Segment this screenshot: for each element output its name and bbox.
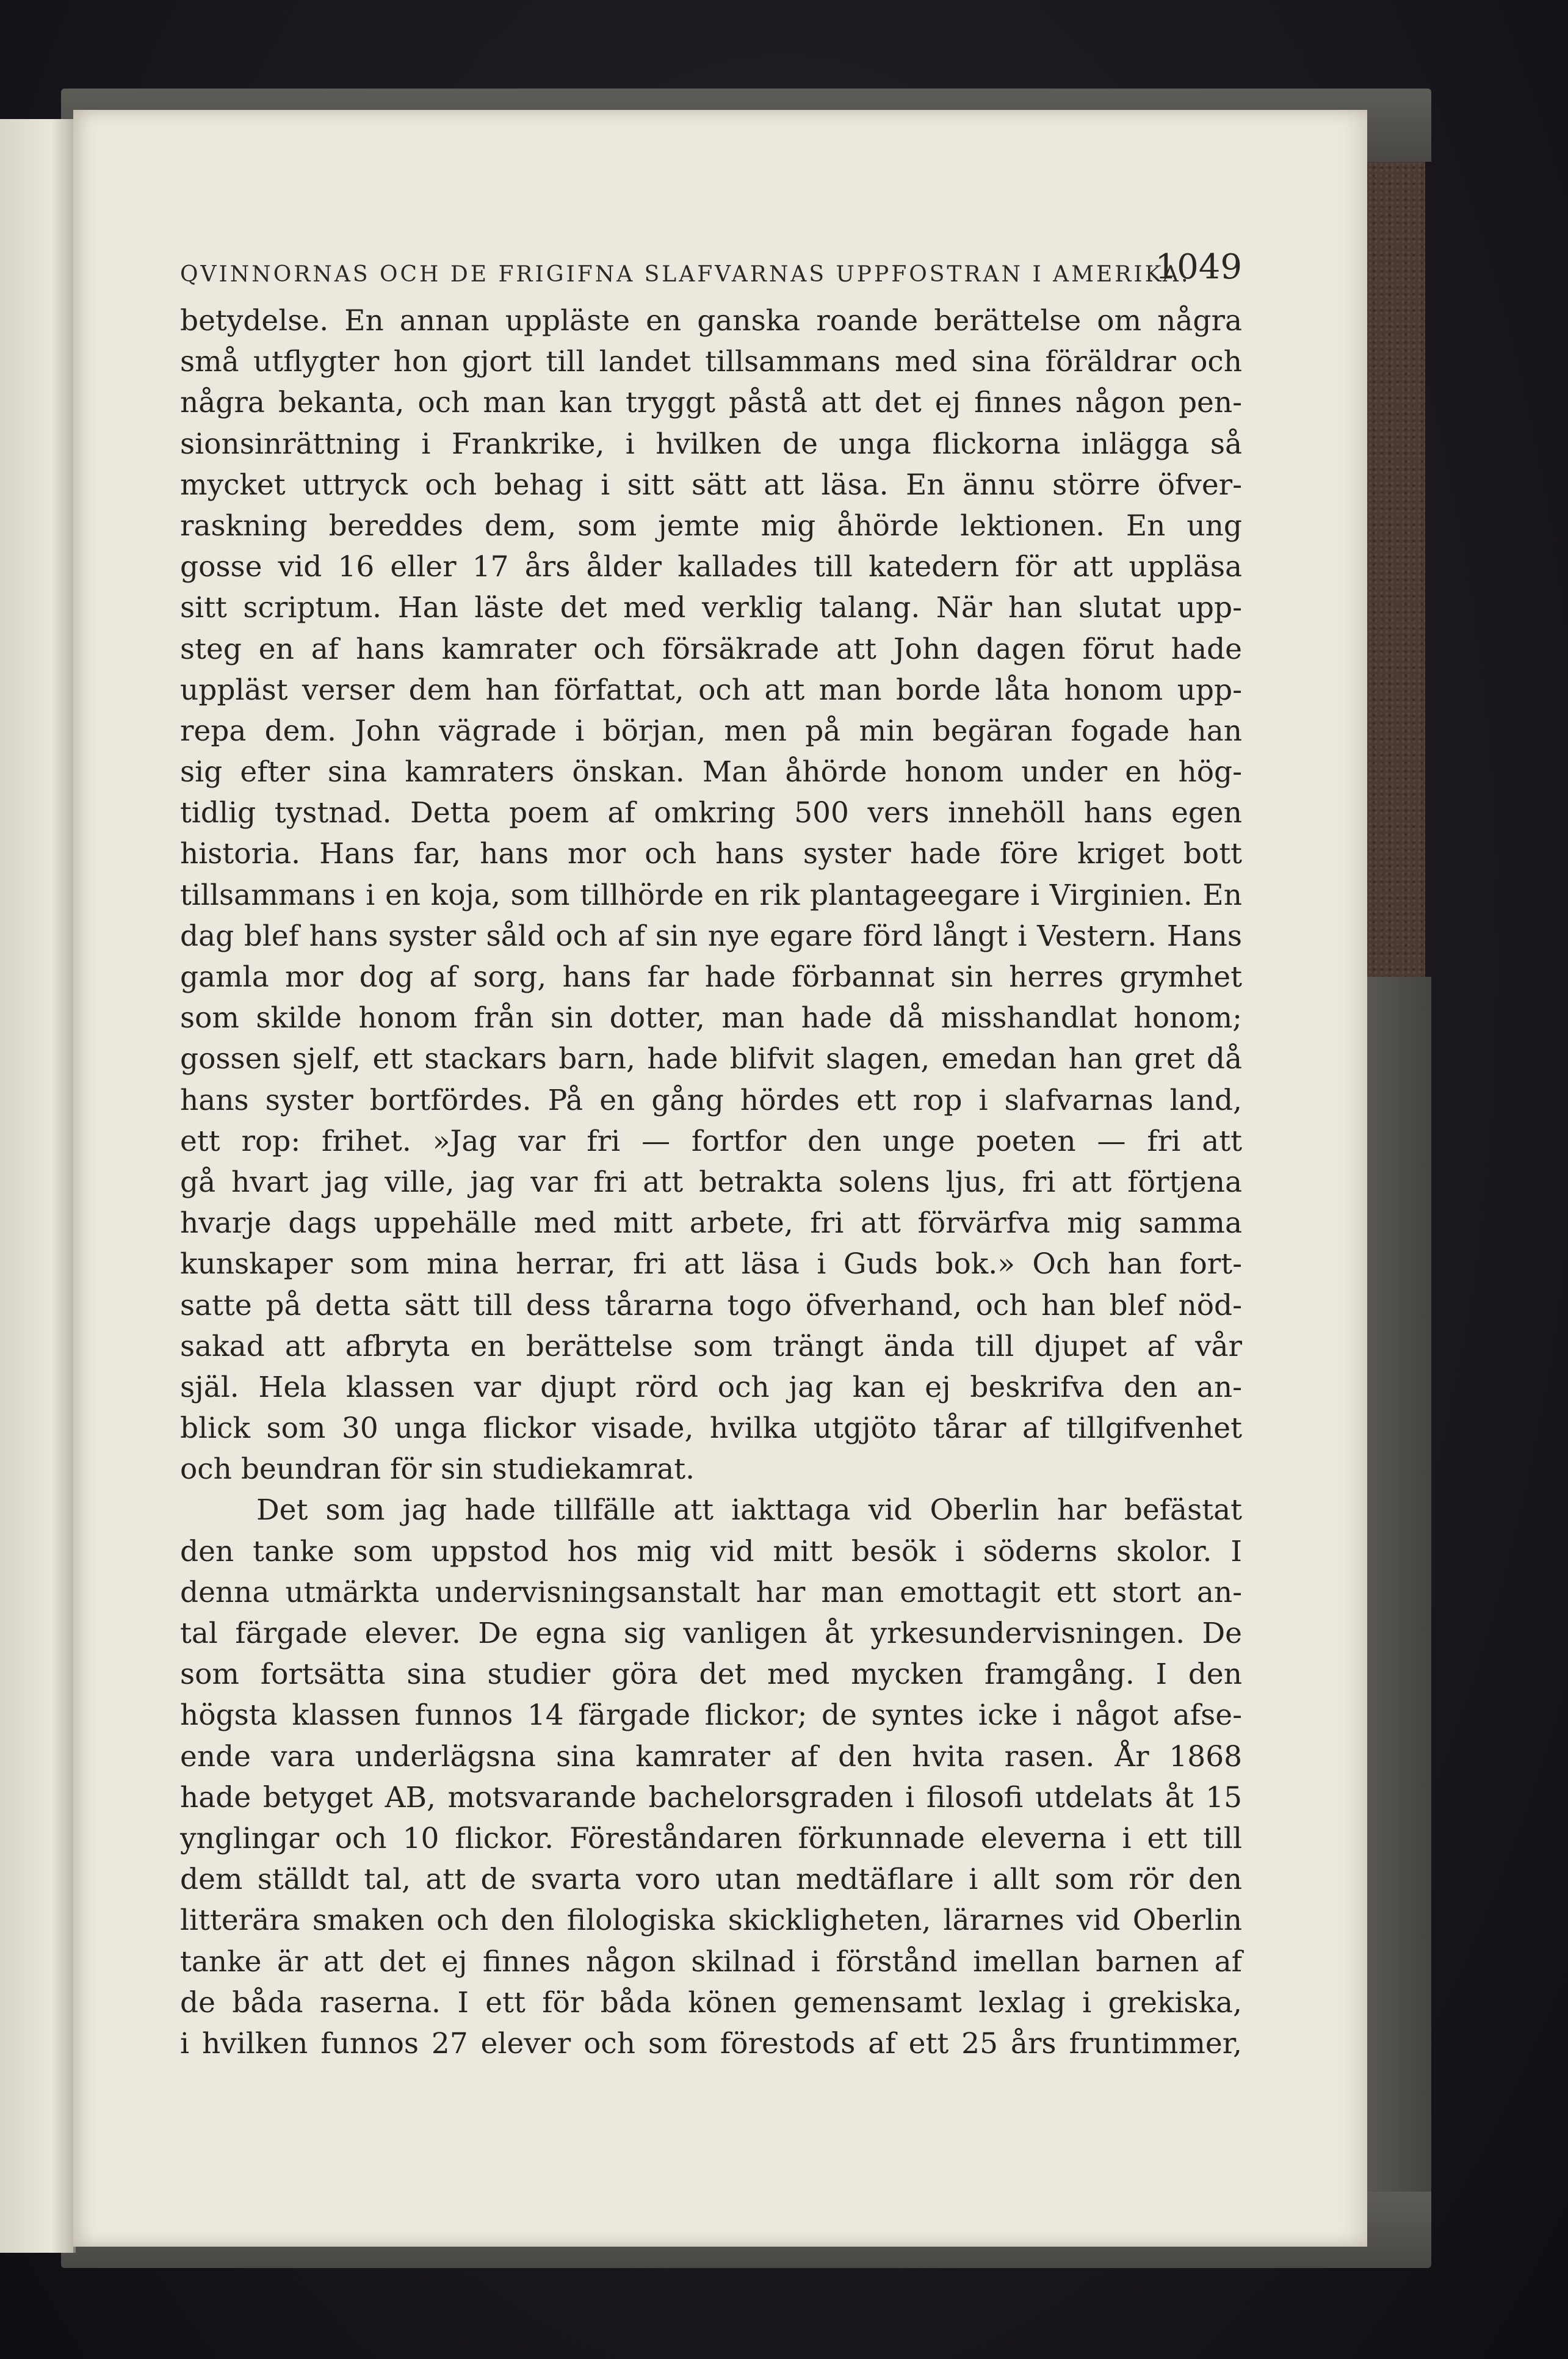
text-line: dag blef hans syster såld och af sin nye egare förd långt i Vestern. Hans	[180, 919, 1242, 953]
text-line: sitt scriptum. Han läste det med verklig talang. När han slutat upp-	[180, 591, 1242, 625]
text-line: som fortsätta sina studier göra det med mycken framgång. I den	[180, 1658, 1242, 1692]
text-line: tal färgade elever. De egna sig vanligen åt yrkesundervisningen. De	[180, 1617, 1242, 1650]
text-line: blick som 30 unga flickor visade, hvilka utgjöto tårar af tillgifvenhet	[180, 1411, 1242, 1446]
text-line: den tanke som uppstod hos mig vid mitt besök i söderns skolor. I	[180, 1534, 1242, 1568]
text-line: tanke är att det ej finnes någon skilnad i förstånd imellan barnen af	[180, 1944, 1242, 1979]
text-line: sakad att afbryta en berättelse som trängt ända till djupet af vår	[180, 1329, 1242, 1363]
text-line: kunskaper som mina herrar, fri att läsa i Guds bok.» Och han fort-	[180, 1247, 1242, 1281]
text-line: hade betyget AB, motsvarande bachelorsgraden i filosofi utdelats åt 15	[180, 1780, 1242, 1814]
text-line: dem ställdt tal, att de svarta voro utan medtäflare i allt som rör den	[180, 1863, 1242, 1897]
text-line: hvarje dags uppehälle med mitt arbete, fri att förvärfva mig samma	[180, 1206, 1242, 1241]
text-line: steg en af hans kamrater och försäkrade att John dagen förut hade	[180, 632, 1242, 666]
text-line: sionsinrättning i Frankrike, i hvilken de unga flickorna inlägga så	[180, 427, 1242, 461]
text-line: gosse vid 16 eller 17 års ålder kallades till katedern för att uppläsa	[180, 550, 1242, 584]
text-line: tidlig tystnad. Detta poem af omkring 500 vers innehöll hans egen	[180, 796, 1242, 830]
body-text	[180, 300, 1242, 2064]
running-head	[180, 247, 1242, 296]
text-line: satte på detta sätt till dess tårarna togo öfverhand, och han blef nöd-	[180, 1288, 1242, 1322]
text-line: denna utmärkta undervisningsanstalt har man emottagit ett stort an-	[180, 1575, 1242, 1609]
text-line: gossen sjelf, ett stackars barn, hade blifvit slagen, emedan han gret då	[180, 1042, 1242, 1076]
text-line: sig efter sina kamraters önskan. Man åhörde honom under en hög-	[180, 755, 1242, 789]
text-line: själ. Hela klassen var djupt rörd och jag kan ej beskrifva den an-	[180, 1370, 1242, 1404]
page-number: 1049	[1155, 247, 1242, 287]
text-line: några bekanta, och man kan tryggt påstå att det ej finnes någon pen-	[180, 386, 1242, 420]
text-line: gamla mor dog af sorg, hans far hade förbannat sin herres grymhet	[180, 960, 1242, 994]
text-line: högsta klassen funnos 14 färgade flickor; de syntes icke i något afse-	[180, 1698, 1242, 1733]
text-line: mycket uttryck och behag i sitt sätt att läsa. En ännu större öfver-	[180, 468, 1242, 502]
text-line: repa dem. John vägrade i början, men på min begäran fogade han	[180, 714, 1242, 748]
text-line: ett rop: frihet. »Jag var fri — fortfor den unge poeten — fri att	[180, 1124, 1242, 1158]
cover-corner	[1361, 977, 1431, 2198]
text-line: hans syster bortfördes. På en gång hördes ett rop i slafvarnas land,	[180, 1083, 1242, 1117]
text-line: gå hvart jag ville, jag var fri att betrakta solens ljus, fri att förtjena	[180, 1165, 1242, 1199]
text-line: uppläst verser dem han författat, och att man borde låta honom upp-	[180, 673, 1242, 707]
running-title: QVINNORNAS OCH DE FRIGIFNA SLAFVARNAS UPPFOSTRAN I AMERIKA.	[180, 262, 1191, 287]
paragraph-end-line: och beundran för sin studiekamrat.	[180, 1452, 695, 1487]
text-line: tillsammans i en koja, som tillhörde en rik plantageegare i Virginien. En	[180, 878, 1242, 912]
text-line: som skilde honom från sin dotter, man hade då misshandlat honom;	[180, 1001, 1242, 1035]
text-line: betydelse. En annan uppläste en ganska roande berättelse om några	[180, 304, 1242, 338]
facing-page-edge	[0, 119, 76, 2253]
text-line: i hvilken funnos 27 elever och som förestods af ett 25 års fruntimmer,	[180, 2026, 1242, 2060]
text-line: ende vara underlägsna sina kamrater af den hvita rasen. År 1868	[180, 1739, 1242, 1774]
text-line: raskning bereddes dem, som jemte mig åhörde lektionen. En ung	[180, 509, 1242, 543]
text-line: de båda raserna. I ett för båda könen gemensamt lexlag i grekiska,	[180, 1985, 1242, 2020]
text-line: historia. Hans far, hans mor och hans syster hade före kriget bott	[180, 837, 1242, 871]
text-line: små utflygter hon gjort till landet tillsammans med sina föräldrar och	[180, 345, 1242, 379]
text-line: litterära smaken och den filologiska skickligheten, lärarnes vid Oberlin	[180, 1904, 1242, 1938]
text-line: ynglingar och 10 flickor. Föreståndaren förkunnade eleverna i ett till	[180, 1821, 1242, 1855]
paragraph-start-line: Det som jag hade tillfälle att iakttaga vid Oberlin har befästat	[256, 1493, 1242, 1527]
